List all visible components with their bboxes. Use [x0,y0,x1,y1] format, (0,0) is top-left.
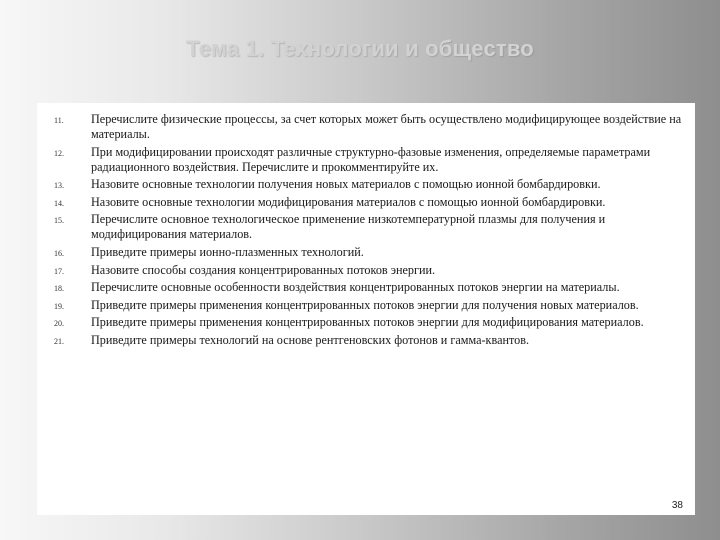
question-text: Назовите основные технологии получения новых материалов с помощью ионной бомбардировки. [91,177,601,192]
slide-title: Тема 1. Технологии и общество [186,36,534,61]
question-text: Перечислите основное технологическое применение низкотемпературной плазмы для получения и модифицирования материалов. [91,212,606,242]
question-number: 12. [54,148,64,158]
question-number: 11. [54,116,64,125]
question-text: Назовите способы создания концентрированных потоков энергии. [91,262,436,277]
question-number: 17. [54,266,64,276]
question-item [37,333,695,348]
question-text: При модифицировании происходят различные структурно-фазовые изменения, определяемые параметрами радиационного воздействия. Перечислите и прокомментируйте их. [91,144,651,174]
question-text: Перечислите физические процессы, за счет которых может быть осуществлено модифицирующее воздействие на материалы. [91,112,682,141]
content-panel [37,103,695,515]
question-text: Приведите примеры применения концентрированных потоков энергии для модифицирования материалов. [91,315,644,330]
question-text: Приведите примеры применения концентрированных потоков энергии для получения новых материалов. [91,297,639,312]
question-item [37,280,695,295]
question-number: 20. [54,319,64,329]
question-number: 19. [54,301,64,311]
question-item [37,177,695,192]
question-number: 18. [54,284,64,294]
question-text: Приведите примеры технологий на основе рентгеновских фотонов и гамма-квантов. [91,332,530,347]
question-number: 16. [54,248,64,258]
question-item [37,212,695,242]
question-item [37,315,695,330]
question-item [37,298,695,313]
question-item [37,245,695,260]
question-number: 13. [54,181,64,191]
question-item [37,263,695,278]
question-item [37,112,695,142]
page-number: 38 [671,500,683,511]
question-number: 21. [54,336,64,346]
question-text: Перечислите основные особенности воздействия концентрированных потоков энергии на материалы. [91,280,620,295]
question-text: Приведите примеры ионно-плазменных технологий. [91,244,364,259]
question-number: 15. [54,216,64,226]
question-text: Назовите основные технологии модифицирования материалов с помощью ионной бомбардировки. [91,194,606,209]
question-item [37,195,695,210]
question-list [37,112,695,351]
question-number: 14. [54,198,64,208]
question-item [37,145,695,175]
